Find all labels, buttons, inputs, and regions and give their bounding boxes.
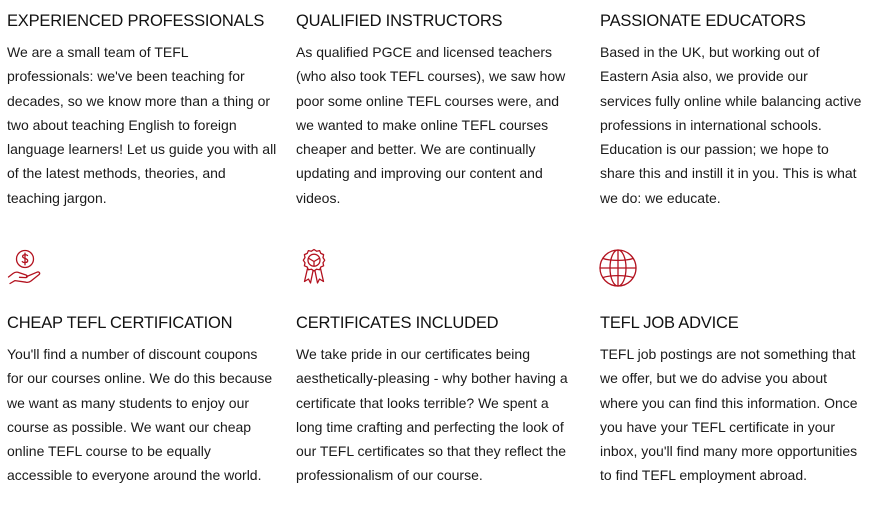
feature-experienced-professionals bbox=[7, 10, 277, 210]
feature-description: As qualified PGCE and licensed teachers (who also took TEFL courses), we saw how poor some online TEFL courses were, and we wanted to make online TEFL courses cheaper and better. We are continually updating and improving our content and videos. bbox=[296, 44, 566, 206]
feature-description: We are a small team of TEFL professionals: we've been teaching for decades, so we know more than a thing or two about teaching English to foreign language learners! Let us guide you with all of the latest methods, theories, and teaching jargon. bbox=[7, 44, 277, 206]
feature-certificates-included bbox=[296, 312, 578, 488]
feature-description: You'll find a number of discount coupons for our courses online. We do this because we want as many students to enjoy our course as possible. We want our cheap online TEFL course to be equally accessible to everyone around the world. bbox=[7, 346, 273, 484]
feature-description: TEFL job postings are not something that we offer, but we do advise you about where you can find this information. Once you have your TEFL certificate in your inbox, you'll find many more opportunities to find TEFL employment abroad. bbox=[600, 346, 858, 484]
feature-passionate-educators bbox=[600, 10, 862, 210]
feature-qualified-instructors bbox=[296, 10, 578, 210]
feature-cheap-tefl-certification bbox=[7, 312, 277, 488]
feature-description: We take pride in our certificates being aesthetically-pleasing - why bother having a certificate that looks terrible? We spent a long time crafting and perfecting the look of our TEFL certificates so that they reflect the professionalism of our course. bbox=[296, 346, 568, 484]
feature-description: Based in the UK, but working out of Eastern Asia also, we provide our services fully online while balancing active professions in international schools. Education is our passion; we hope to share this and instill it in you. This is what we do: we educate. bbox=[600, 44, 862, 206]
feature-title: CERTIFICATES INCLUDED bbox=[296, 314, 499, 332]
feature-title: QUALIFIED INSTRUCTORS bbox=[296, 12, 503, 30]
feature-tefl-job-advice bbox=[600, 312, 862, 488]
hand-coin-icon bbox=[7, 248, 47, 288]
feature-title: TEFL JOB ADVICE bbox=[600, 314, 739, 332]
globe-icon bbox=[598, 248, 638, 288]
feature-title: CHEAP TEFL CERTIFICATION bbox=[7, 314, 233, 332]
feature-title: PASSIONATE EDUCATORS bbox=[600, 12, 806, 30]
feature-title: EXPERIENCED PROFESSIONALS bbox=[7, 12, 265, 30]
award-rosette-icon bbox=[296, 248, 336, 288]
